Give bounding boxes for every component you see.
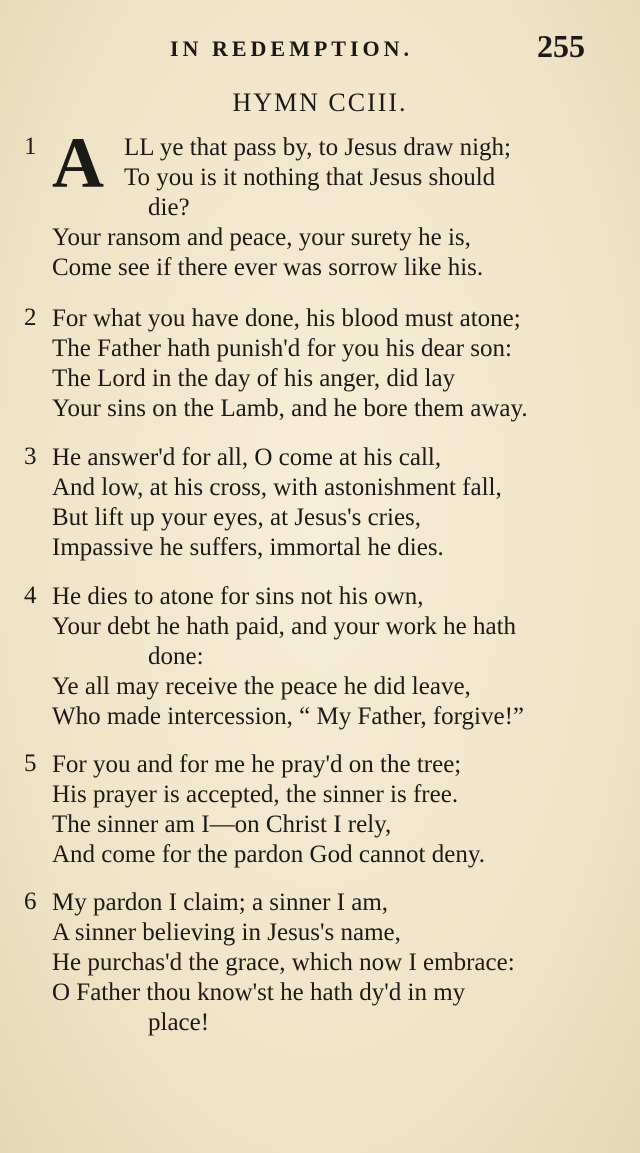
- verse-line: For you and for me he pray'd on the tree;: [52, 751, 462, 778]
- verse-line: Who made intercession, “ My Father, forgive!”: [52, 703, 524, 730]
- verse-line: He dies to atone for sins not his own,: [52, 583, 424, 610]
- verse-line: He purchas'd the grace, which now I embrace:: [52, 949, 515, 976]
- verse-line: Your ransom and peace, your surety he is,: [52, 224, 471, 251]
- verse-line: place!: [148, 1009, 210, 1036]
- verse-line: He answer'd for all, O come at his call,: [52, 444, 442, 471]
- verse-line: But lift up your eyes, at Jesus's cries,: [52, 504, 422, 531]
- stanza-2: [24, 304, 624, 424]
- stanza-3: [24, 443, 624, 563]
- verse-line: To you is it nothing that Jesus should: [124, 164, 496, 191]
- hymn-title: HYMN CCIII.: [232, 88, 408, 117]
- verse-line: And come for the pardon God cannot deny.: [52, 841, 485, 868]
- verse-line: Ye all may receive the peace he did leave,: [52, 673, 471, 700]
- stanza-1: [24, 123, 624, 283]
- verse-line: Your sins on the Lamb, and he bore them away.: [52, 395, 528, 422]
- verse-line: The sinner am I—on Christ I rely,: [52, 811, 392, 838]
- verse-line: Impassive he suffers, immortal he dies.: [52, 534, 444, 561]
- stanza-number: 3: [24, 443, 37, 470]
- verse-line: The Lord in the day of his anger, did lay: [52, 365, 456, 392]
- verse-line: Come see if there ever was sorrow like his.: [52, 254, 484, 281]
- verse-line: A sinner believing in Jesus's name,: [52, 919, 401, 946]
- verse-line: O Father thou know'st he hath dy'd in my: [52, 979, 466, 1006]
- verse-line: Your debt he hath paid, and your work he hath: [52, 613, 517, 640]
- stanza-number: 2: [24, 304, 37, 331]
- stanza-number: 4: [24, 582, 37, 609]
- verse-line: The Father hath punish'd for you his dear son:: [52, 335, 512, 362]
- stanza-5: [24, 750, 624, 870]
- stanza-number: 5: [24, 750, 37, 777]
- stanza-number: 6: [24, 888, 37, 915]
- verse-line: My pardon I claim; a sinner I am,: [52, 889, 389, 916]
- verse-line: die?: [148, 194, 190, 221]
- page-number: 255: [537, 28, 585, 64]
- verse-line: done:: [148, 643, 204, 670]
- stanza-number: 1: [24, 133, 37, 160]
- stanza-4: [24, 582, 624, 732]
- verse-line: His prayer is accepted, the sinner is free.: [52, 781, 459, 808]
- running-head: IN REDEMPTION.: [170, 36, 414, 61]
- verse-line: For what you have done, his blood must atone;: [52, 305, 521, 332]
- verse-line: LL ye that pass by, to Jesus draw nigh;: [124, 134, 511, 161]
- stanza-6: [24, 888, 624, 1038]
- verse-line: And low, at his cross, with astonishment fall,: [52, 474, 502, 501]
- drop-cap: A: [52, 123, 104, 203]
